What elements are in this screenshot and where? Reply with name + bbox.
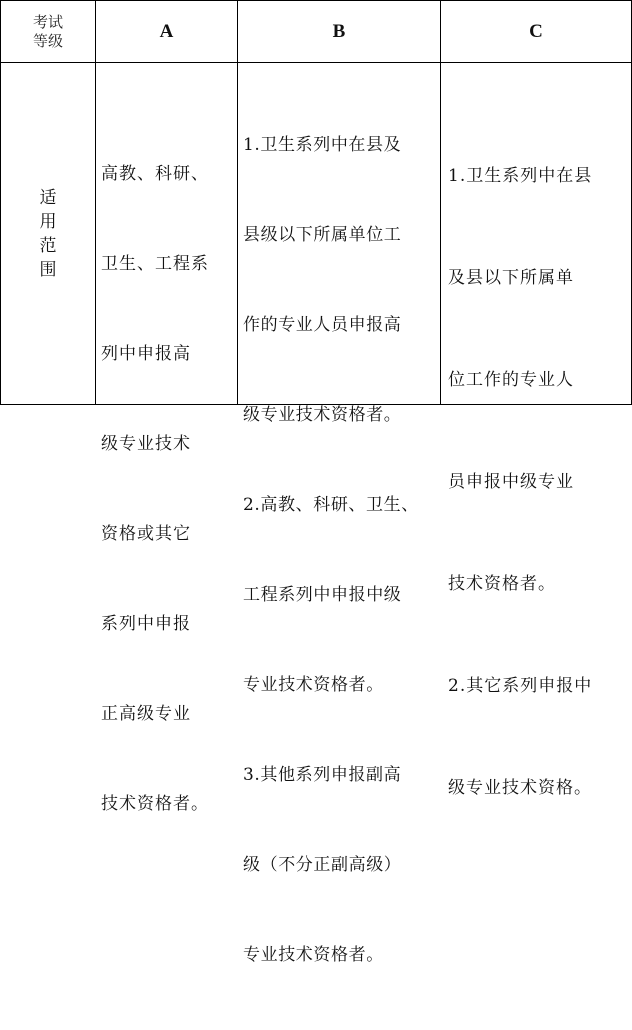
row-label-char-4: 围 <box>39 259 57 280</box>
cell-b-line: 级（不分正副高级） <box>243 855 402 875</box>
cell-c-line: 级专业技术资格。 <box>448 778 592 798</box>
column-header-c: C <box>529 20 543 42</box>
cell-c-line: 1.卫生系列中在县 <box>448 166 593 186</box>
corner-label-line-1: 考试 <box>32 12 63 31</box>
cell-a-line: 系列中申报 <box>101 614 191 634</box>
corner-header-cell <box>1 1 95 62</box>
corner-label-line-2: 等级 <box>32 31 63 50</box>
cell-a-content <box>101 99 235 879</box>
cell-b-line: 1.卫生系列中在县及 <box>243 135 402 155</box>
cell-b-line: 作的专业人员申报高 <box>243 315 402 335</box>
cell-c-line: 2.其它系列申报中 <box>448 676 593 696</box>
row-label-char-1: 适 <box>39 187 57 208</box>
column-header-b: B <box>332 20 346 42</box>
cell-a-line: 资格或其它 <box>101 524 191 544</box>
cell-b-line: 工程系列中申报中级 <box>243 585 402 605</box>
row-label-cell <box>1 63 95 404</box>
cell-c-line: 位工作的专业人 <box>448 370 574 390</box>
cell-b-line: 专业技术资格者。 <box>243 675 384 695</box>
cell-a-line: 级专业技术 <box>101 434 191 454</box>
cell-b-line: 2.高教、科研、卫生、 <box>243 495 419 515</box>
cell-a-line: 高教、科研、 <box>101 164 209 184</box>
cell-a-line: 列中申报高 <box>101 344 191 364</box>
cell-b-line: 级专业技术资格者。 <box>243 405 402 425</box>
row-label-char-3: 范 <box>39 235 57 256</box>
cell-b-line: 3.其他系列申报副高 <box>243 765 402 785</box>
cell-a-line: 技术资格者。 <box>101 794 209 814</box>
cell-c-line: 员申报中级专业 <box>448 472 574 492</box>
cell-c-line: 技术资格者。 <box>448 574 556 594</box>
row-label-char-2: 用 <box>39 211 57 232</box>
cell-a-line: 正高级专业 <box>101 704 191 724</box>
cell-c-content <box>448 91 628 873</box>
cell-a-line: 卫生、工程系 <box>101 254 209 274</box>
cell-c-line: 及县以下所属单 <box>448 268 574 288</box>
cell-b-content <box>243 70 438 1030</box>
cell-b-line: 专业技术资格者。 <box>243 945 384 965</box>
cell-b-line: 县级以下所属单位工 <box>243 225 402 245</box>
column-header-a: A <box>159 20 174 42</box>
